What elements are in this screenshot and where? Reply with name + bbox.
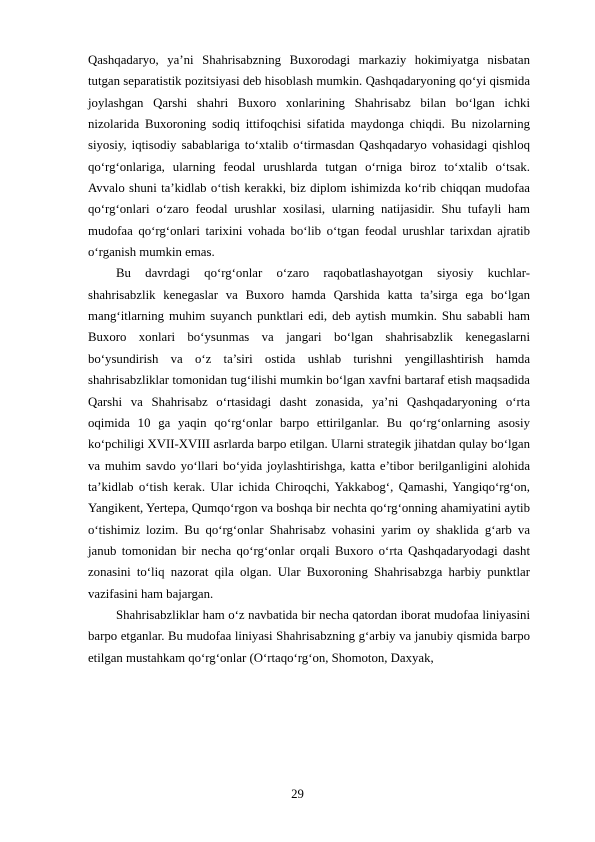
document-body [88,50,530,669]
page-number: 29 [291,787,304,801]
paragraph-3: Shahrisabzliklar ham o‘z navbatida bir necha qatordan iborat mudofaa liniyasini barpo etganlar. Bu mudofaa liniyasi Shahrisabzning g‘arbiy va janubiy qismida barpo etilgan mustahkam qo‘rg‘onlar (O‘rtaqo‘rg‘on, Shomoton, Daxyak, [88,607,530,665]
paragraph-1: Qashqadaryo, ya’ni Shahrisabzning Buxorodagi markaziy hokimiyatga nisbatan tutgan separatistik pozitsiyasi deb hisoblash mumkin. Qashqadaryoning qo‘yi qismida joylashgan Qarshi shahri Buxoro xonlarining Shahrisabz bilan bo‘lgan ichki nizolarida Buxoroning sodiq ittifoqchisi sifatida maydonga chiqdi. Bu nizolarning siyosiy, iqtisodiy sabablariga to‘xtalib o‘tirmasdan Qashqadaryo vohasidagi qishloq qo‘rg‘onlariga, ularning feodal urushlarda tutgan o‘rniga biroz to‘xtalib o‘tsak. Avvalo shuni ta’kidlab o‘tish kerakki, biz diplom ishimizda ko‘rib chiqqan mudofaa qo‘rg‘onlari o‘zaro feodal urushlar xosilasi, ularning natijasidir. Shu tufayli ham mudofaa qo‘rg‘onlari tarixini vohada bo‘lib o‘tgan feodal urushlar tarixdan ajratib o‘rganish mumkin emas. [88,53,530,260]
paragraph-2: Bu davrdagi qo‘rg‘onlar o‘zaro raqobatlashayotgan siyosiy kuchlar-shahrisabzlik kenegaslar va Buxoro hamda Qarshida katta ta’sirga ega bo‘lgan mang‘itlarning muhim suyanch punktlari edi, deb aytish mumkin. Shu sababli ham Buxoro xonlari bo‘ysunmas va jangari bo‘lgan shahrisabzlik kenegaslarni bo‘ysundirish va o‘z ta’siri ostida ushlab turishni yengillashtirish hamda shahrisabzliklar tomonidan tug‘ilishi mumkin bo‘lgan xavfni bartaraf etish maqsadida Qarshi va Shahrisabz o‘rtasidagi dasht zonasida, ya’ni Qashqadaryoning o‘rta oqimida 10 ga yaqin qo‘rg‘onlar barpo ettirilganlar. Bu qo‘rg‘onlarning asosiy ko‘pchiligi XVII-XVIII asrlarda barpo etilgan. Ularni strategik jihatdan qulay bo‘lgan va muhim savdo yo‘llari bo‘yida joylashtirishga, katta e’tibor berilganligini alohida ta’kidlab o‘tish kerak. Ular ichida Chiroqchi, Yakkabog‘, Qamashi, Yangiqo‘rg‘on, Yangikent, Yertepa, Qumqo‘rgon va boshqa bir nechta qo‘rg‘onning ahamiyatini aytib o‘tishimiz lozim. Bu qo‘rg‘onlar Shahrisabz vohasini yarim oy shaklida g‘arb va janub tomonidan bir necha qo‘rg‘onlar orqali Buxoro o‘rta Qashqadaryodagi dasht zonasini to‘liq nazorat qila olgan. Ular Buxoroning Shahrisabzga harbiy punktlar vazifasini ham bajargan. [88,266,530,601]
